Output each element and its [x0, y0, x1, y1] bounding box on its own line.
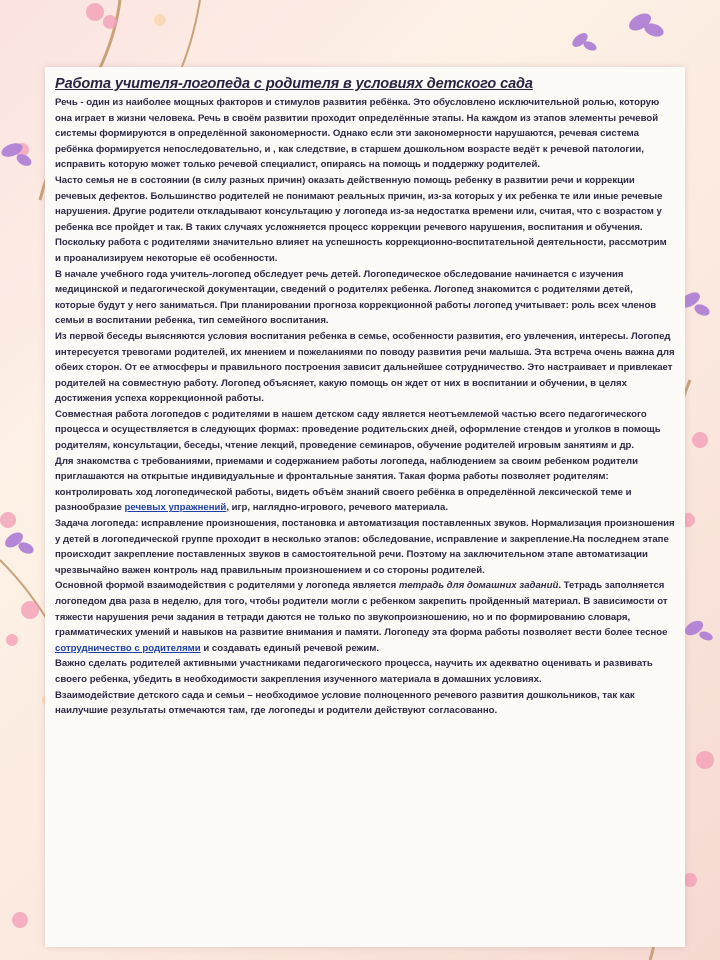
page-title: Работа учителя-логопеда с родителя в условиях детского сада	[55, 76, 533, 92]
paragraph: Задача логопеда: исправление произношения, постановка и автоматизация поставленных звуков. Нормализация произношения у детей в логопедической группе проходит в несколько этапов: обследование, исправление и закрепление.На последнем этапе происходит закрепление поставленных звуков в самостоятельной речи. Поэтому на заключительном этапе автоматизации чрезвычайно важен контроль над правильным произношением и со стороны родителей.	[55, 518, 675, 576]
butterfly-icon	[626, 10, 665, 39]
emphasis-text: тетрадь для домашних заданий	[398, 580, 559, 592]
paragraph: Речь - один из наиболее мощных факторов и стимулов развития ребёнка. Это обусловлено исключительной ролью, которую она играет в жизни человека. Речь в своём развитии проходит определённые этапы. На каждом из этапов элементы речевой системы формируются в определённой закономерности. Однако если эти закономерности нарушаются, речевая система ребёнка формируется непоследовательно, и , как следствие, в старшем дошкольном возрасте ведёт к речевой патологии, исправить которую может только речевой специалист, опираясь на помощь и поддержку родителей.	[55, 97, 660, 171]
paragraph: Взаимодействие детского сада и семьи – необходимое условие полноценного речевого развития дошкольников, так как наилучшие результаты отмечаются там, где логопеды и родители действуют согласованно.	[55, 689, 635, 717]
paragraph: Совместная работа логопедов с родителями в нашем детском саду является неотъемлемой частью всего педагогического процесса и осуществляется в следующих формах: проведение родительских дней, оформление стендов и уголков в помощь родителям, консультации, беседы, чтение лекций, проведение семинаров, обучение родителей игровым занятиям и др.	[55, 408, 661, 452]
paragraph-text: Для знакомства с требованиями, приемами и содержанием работы логопеда, наблюдением за своим ребенком родители приглашаются на открытые индивидуальные и фронтальные занятия. Такая форма работы позволяет родителям: контролировать ход логопедической работы, видеть объём знаний своего ребёнка в определённой лексической теме и разнообразие	[55, 455, 638, 514]
paragraph: В начале учебного года учитель-логопед обследует речь детей. Логопедическое обследование начинается с изучения медицинской и педагогической документации, сведений о родителях ребенка. Логопед знакомится с родителями детей, которые будут у него заниматься. При планировании прогноза коррекционной работы логопед учитывает: роль всех членов семьи в воспитании ребенка, тип семейного воспитания.	[55, 268, 657, 327]
article	[55, 76, 675, 719]
link-cooperation-with-parents[interactable]: сотрудничество с родителями	[55, 642, 201, 654]
paragraph	[55, 454, 675, 516]
paragraph-text: и создавать единый речевой режим.	[200, 642, 380, 654]
paragraph: Важно сделать родителей активными участниками педагогического процесса, научить их адекватно оценивать и развивать своего ребенка, убедить в необходимости закрепления изученного материала в домашних условиях.	[55, 658, 653, 685]
paragraph-text: , игр, наглядно-игрового, речевого материала.	[226, 502, 448, 514]
paragraph: Из первой беседы выясняются условия воспитания ребенка в семье, особенности развития, его увлечения, интересы. Логопед интересуется тревогами родителей, их мнением и пожеланиями по поводу развития речи малыша. Эта встреча очень важна для обеих сторон. От ее атмосферы и правильного построения зависит дальнейшее сотрудничество. Это настраивает и привлекает родителей на совместную работу. Логопед объясняет, какую помощь он ждет от них в воспитании и обучении, в целях достижения успеха коррекционной работы.	[55, 330, 675, 405]
paragraph	[55, 578, 675, 656]
paragraph-text: . Тетрадь заполняется логопедом два раза в неделю, для того, чтобы родители могли с ребенком закрепить пройденный материал. В зависимости от тяжести нарушения речи задания в тетради даются не только по звукопроизношению, но и по формированию словаря, грамматических умений и навыков на развитие внимания и памяти. Логопеду эта форма работы позволяет вести более тесное	[55, 580, 668, 639]
paragraph: Часто семья не в состоянии (в силу разных причин) оказать действенную помощь ребенку в развитии речи и коррекции речевых дефектов. Большинство родителей не понимают реальных причин, из-за которых у их ребенка те или иные речевые нарушения. Другие родители откладывают консультацию у логопеда из-за недостатка времени или, считая, что с возрастом у ребенка все пройдет и так. В таких случаях усложняется процесс коррекции речевого нарушения, воспитания и обучения.	[55, 174, 663, 233]
link-speech-exercises[interactable]: речевых упражнений	[124, 502, 227, 514]
paragraph-text: Основной формой взаимодействия с родителями у логопеда является	[55, 580, 399, 592]
paragraph: Поскольку работа с родителями значительно влияет на успешность коррекционно-воспитательной деятельности, рассмотрим и проанализируем некоторые её особенности.	[55, 237, 667, 264]
